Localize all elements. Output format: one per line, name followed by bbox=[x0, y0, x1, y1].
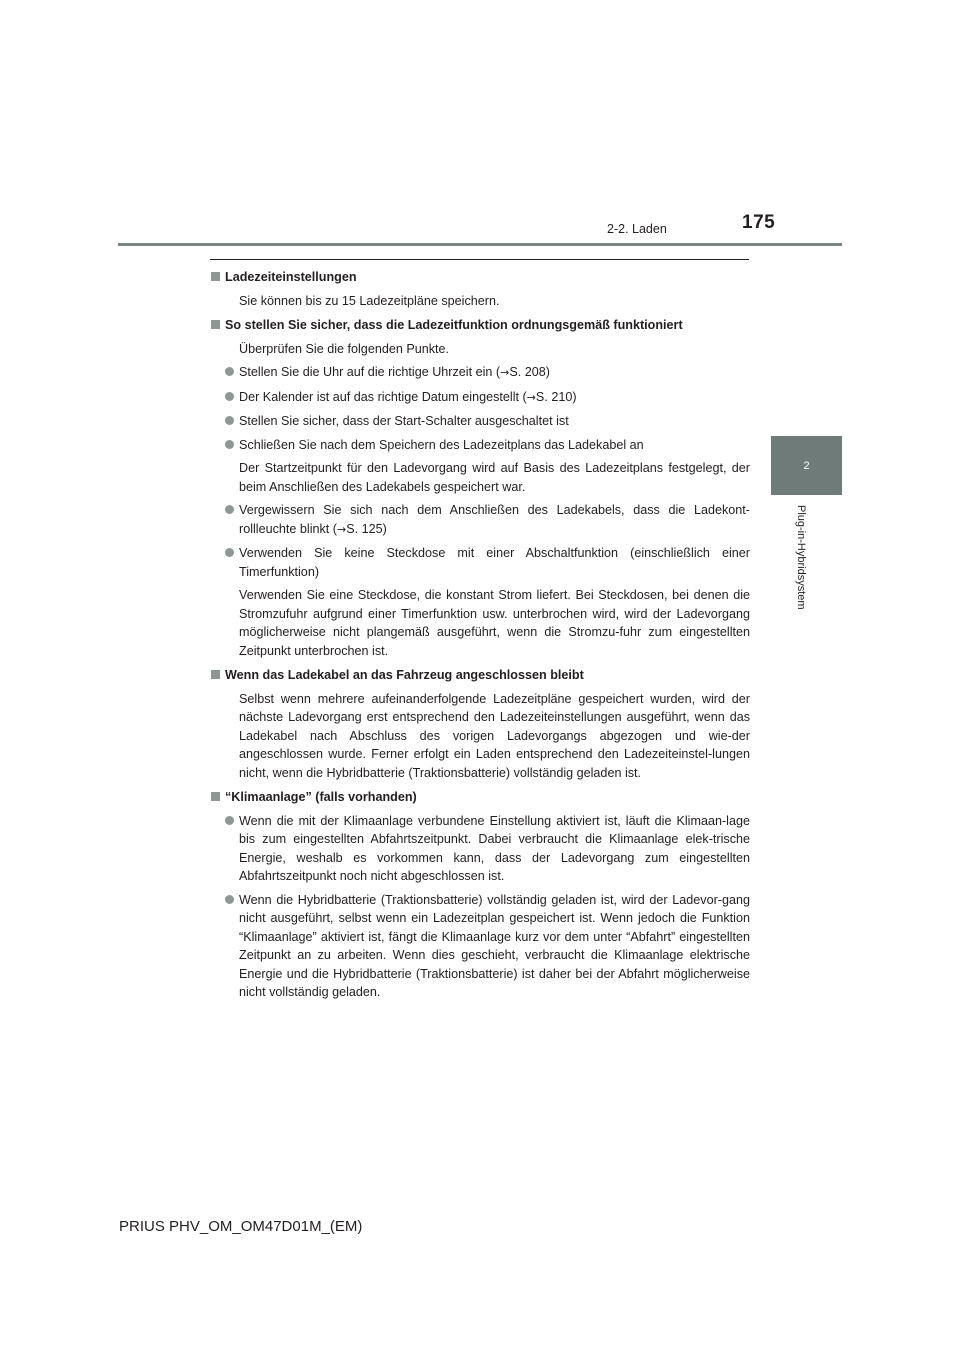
arrow-icon: → bbox=[526, 390, 536, 404]
footer-doc-id: PRIUS PHV_OM_OM47D01M_(EM) bbox=[119, 1218, 363, 1235]
heading-klimaanlage: “Klimaanlage” (falls vorhanden) bbox=[210, 788, 750, 807]
content-body bbox=[210, 268, 750, 1002]
chapter-tab bbox=[771, 436, 842, 495]
chapter-title: Plug-in-Hybridsystem bbox=[795, 505, 807, 610]
list-item-note: Verwenden Sie eine Steckdose, die konstant Strom liefert. Bei Steckdosen, bei denen die Stromzufuhr aufgrund einer Timerfunktion usw. unterbrochen wird, wird der Ladevorgang möglicherweise nicht plangemäß ausgeführt, wenn die Stromzu-fuhr zum eingestellten Zeitpunkt unterbrochen ist. bbox=[239, 588, 750, 658]
content-rule bbox=[210, 259, 749, 260]
list-item: Stellen Sie sicher, dass der Start-Schalter ausgeschaltet ist bbox=[210, 412, 750, 431]
list-item bbox=[210, 363, 750, 383]
list-item-text: Der Kalender ist auf das richtige Datum eingestellt ( bbox=[239, 389, 527, 404]
list-item bbox=[210, 501, 750, 539]
heading-ladekabel-angeschlossen: Wenn das Ladekabel an das Fahrzeug angeschlossen bleibt bbox=[210, 666, 750, 685]
list-item-note: Der Startzeitpunkt für den Ladevorgang wird auf Basis des Ladezeitplans festgelegt, der beim Anschließen des Ladekabels gespeichert war. bbox=[239, 461, 750, 494]
paragraph: Sie können bis zu 15 Ladezeitpläne speichern. bbox=[239, 293, 500, 308]
heading-ladezeitfunktion: So stellen Sie sicher, dass die Ladezeitfunktion ordnungsgemäß funktioniert bbox=[210, 316, 750, 335]
arrow-icon: → bbox=[500, 366, 510, 379]
list-item: Schließen Sie nach dem Speichern des Ladezeitplans das Ladekabel an bbox=[210, 436, 750, 455]
page-reference: S. 125) bbox=[346, 521, 387, 536]
page-reference: S. 208) bbox=[509, 365, 550, 379]
paragraph: Überprüfen Sie die folgenden Punkte. bbox=[239, 341, 450, 356]
chapter-number: 2 bbox=[803, 459, 810, 472]
section-label: 2-2. Laden bbox=[607, 222, 667, 236]
list-item-text: Vergewissern Sie sich nach dem Anschließen des Ladekabels, dass die Ladekont-rollleuchte blinkt ( bbox=[239, 503, 750, 536]
page-number: 175 bbox=[742, 212, 776, 233]
list-item: Verwenden Sie keine Steckdose mit einer Abschaltfunktion (einschließlich einer Timerfunktion) bbox=[210, 544, 750, 581]
list-item: Wenn die mit der Klimaanlage verbundene Einstellung aktiviert ist, läuft die Klimaan-lage bis zum eingestellten Abfahrtszeitpunkt. Dabei verbraucht die Klimaanlage elek-trische Energie, weshalb es vorkommen kann, dass der Ladevorgang zum eingestellten Abfahrtszeitpunkt noch nicht abgeschlossen ist. bbox=[210, 812, 750, 886]
page-reference: S. 210) bbox=[535, 389, 577, 404]
heading-ladezeiteinstellungen: Ladezeiteinstellungen bbox=[210, 268, 750, 287]
arrow-icon: → bbox=[337, 522, 347, 536]
list-item: Wenn die Hybridbatterie (Traktionsbatterie) vollständig geladen ist, wird der Ladevor-gang nicht ausgeführt, selbst wenn ein Ladezeitplan gespeichert ist. Wenn jedoch die Funktion “Klimaanlage” aktiviert ist, fängt die Klimaanlage kurz vor dem unter “Abfahrt” eingestellten Zeitpunkt an zu arbeiten. Wenn dies geschieht, verbraucht die Klimaanlage elektrische Energie und die Hybridbatterie (Traktionsbatterie) ist daher bei der Abfahrt möglicherweise nicht vollständig geladen. bbox=[210, 891, 750, 1002]
paragraph: Selbst wenn mehrere aufeinanderfolgende Ladezeitpläne gespeichert wurden, wird der nächste Ladevorgang erst entsprechend den Ladezeiteinstellungen ausgeführt, wenn das Ladekabel nach Abschluss des vorigen Ladevorgangs abgezogen und wie-der angeschlossen wurde. Ferner erfolgt ein Laden entsprechend den Ladezeiteinstel-lungen nicht, wenn die Hybridbatterie (Traktionsbatterie) vollständig geladen ist. bbox=[239, 691, 750, 780]
list-item bbox=[210, 388, 750, 408]
header-rule bbox=[118, 243, 842, 246]
list-item-text: Stellen Sie die Uhr auf die richtige Uhrzeit ein ( bbox=[239, 365, 501, 379]
